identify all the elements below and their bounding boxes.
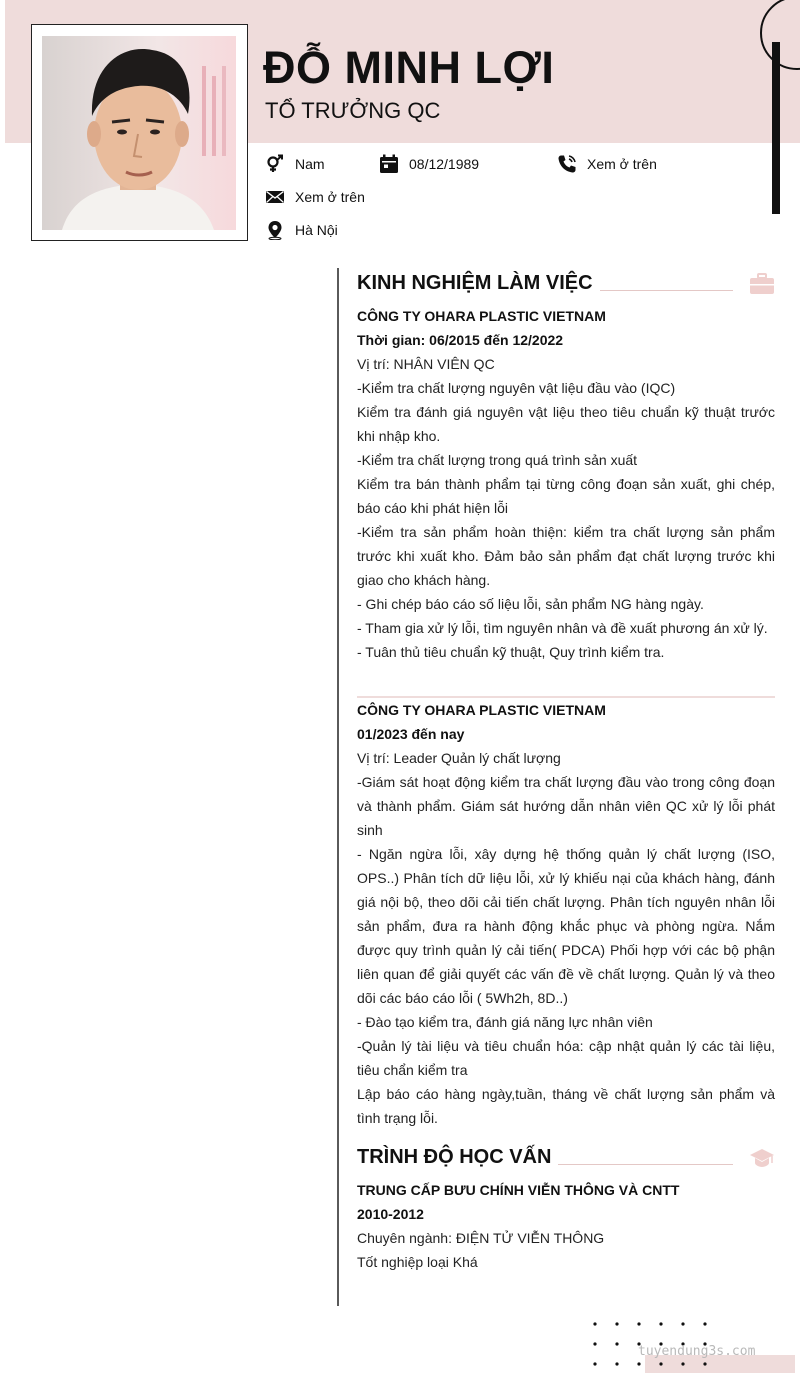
info-phone	[557, 154, 657, 174]
address-value: Hà Nội	[295, 222, 338, 238]
info-gender	[265, 154, 325, 174]
timeline-line	[337, 268, 339, 1306]
job-description-line: - Đào tạo kiểm tra, đánh giá năng lực nhân viên	[357, 1014, 653, 1030]
email-value: Xem ở trên	[295, 189, 365, 205]
gender-icon	[265, 154, 285, 174]
education-grade: Tốt nghiệp loại Khá	[357, 1254, 478, 1270]
education-entry	[357, 1178, 775, 1274]
experience-heading-rule	[600, 290, 733, 291]
job-description-line: Kiểm tra bán thành phẩm tại từng công đoạn sản xuất, ghi chép, báo cáo khi phát hiện lỗi	[357, 476, 775, 516]
experience-heading: KINH NGHIỆM LÀM VIỆC	[357, 272, 593, 294]
job-description-line: -Giám sát hoạt động kiểm tra chất lượng đầu vào trong công đoạn và thành phẩm. Giám sát hướng dẫn nhân viên QC xử lý lỗi phát sinh	[357, 774, 775, 838]
graduation-cap-icon	[749, 1147, 775, 1169]
job-description-line: Lập báo cáo hàng ngày,tuần, tháng về chất lượng sản phẩm và tình trạng lỗi.	[357, 1086, 775, 1126]
job-company: CÔNG TY OHARA PLASTIC VIETNAM	[357, 308, 606, 324]
job-period: 01/2023 đến nay	[357, 726, 465, 742]
job-position: Vị trí: Leader Quản lý chất lượng	[357, 750, 561, 766]
phone-icon	[557, 154, 577, 174]
job-description-line: -Kiểm tra sản phẩm hoàn thiện: kiểm tra chất lượng sản phẩm trước khi xuất kho. Đảm bảo sản phẩm đạt chất lượng trước khi giao cho khách hàng.	[357, 524, 775, 588]
location-pin-icon	[265, 220, 285, 240]
briefcase-icon	[749, 273, 775, 295]
candidate-name: ĐỖ MINH LỢI	[263, 42, 555, 93]
education-heading-rule	[558, 1164, 733, 1165]
job-description-line: -Kiểm tra chất lượng trong quá trình sản xuất	[357, 452, 638, 468]
job-entry-1	[357, 304, 775, 664]
job-description-line: Kiểm tra đánh giá nguyên vật liệu theo tiêu chuẩn kỹ thuật trước khi nhập kho.	[357, 404, 775, 444]
calendar-icon	[379, 154, 399, 174]
job-entry-2	[357, 698, 775, 1130]
job-position: Vị trí: NHÂN VIÊN QC	[357, 356, 495, 372]
job-period: Thời gian: 06/2015 đến 12/2022	[357, 332, 564, 348]
info-address	[265, 220, 338, 240]
job-description-line: - Tuân thủ tiêu chuẩn kỹ thuật, Quy trình kiểm tra.	[357, 644, 665, 660]
job-description-line: -Kiểm tra chất lượng nguyên vật liệu đầu vào (IQC)	[357, 380, 676, 396]
job-title: TỔ TRƯỞNG QC	[265, 98, 441, 123]
job-description-line: -Quản lý tài liệu và tiêu chuẩn hóa: cập nhật quản lý các tài liệu, tiêu chẩn kiểm tra	[357, 1038, 775, 1078]
education-major: Chuyên ngành: ĐIỆN TỬ VIỄN THÔNG	[357, 1230, 605, 1246]
watermark: tuyendung3s.com	[638, 1344, 756, 1359]
gender-value: Nam	[295, 156, 325, 172]
education-period: 2010-2012	[357, 1206, 424, 1222]
school-name: TRUNG CẤP BƯU CHÍNH VIỄN THÔNG VÀ CNTT	[357, 1182, 680, 1198]
phone-value: Xem ở trên	[587, 156, 657, 172]
job-description-line: - Ghi chép báo cáo số liệu lỗi, sản phẩm NG hàng ngày.	[357, 596, 704, 612]
job-company: CÔNG TY OHARA PLASTIC VIETNAM	[357, 702, 606, 718]
envelope-icon	[265, 187, 285, 207]
birthday-value: 08/12/1989	[409, 156, 480, 172]
decorative-bar	[772, 42, 780, 214]
job-description-line: - Tham gia xử lý lỗi, tìm nguyên nhân và đề xuất phương án xử lý.	[357, 620, 768, 636]
education-heading: TRÌNH ĐỘ HỌC VẤN	[357, 1146, 552, 1168]
job-description-line: - Ngăn ngừa lỗi, xây dựng hệ thống quản lý chất lượng (ISO, OPS..) Phân tích dữ liệu lỗi, xử lý khiếu nại của khách hàng, đánh giá nội bộ, theo dõi cải tiến chất lượng. Phân tích nguyên nhân lỗi sản phẩm, đưa ra hành động khắc phục và phòng ngừa. Nắm được quy trình quản lý cải tiến( PDCA) Phối hợp với các bộ phận liên quan để giải quyết các vấn đề về chất lượng. Quản lý và theo dõi các báo cáo lỗi ( 5Wh2h, 8D..)	[357, 846, 775, 1006]
info-email	[265, 187, 365, 207]
info-birthday	[379, 154, 479, 174]
avatar	[42, 36, 236, 230]
